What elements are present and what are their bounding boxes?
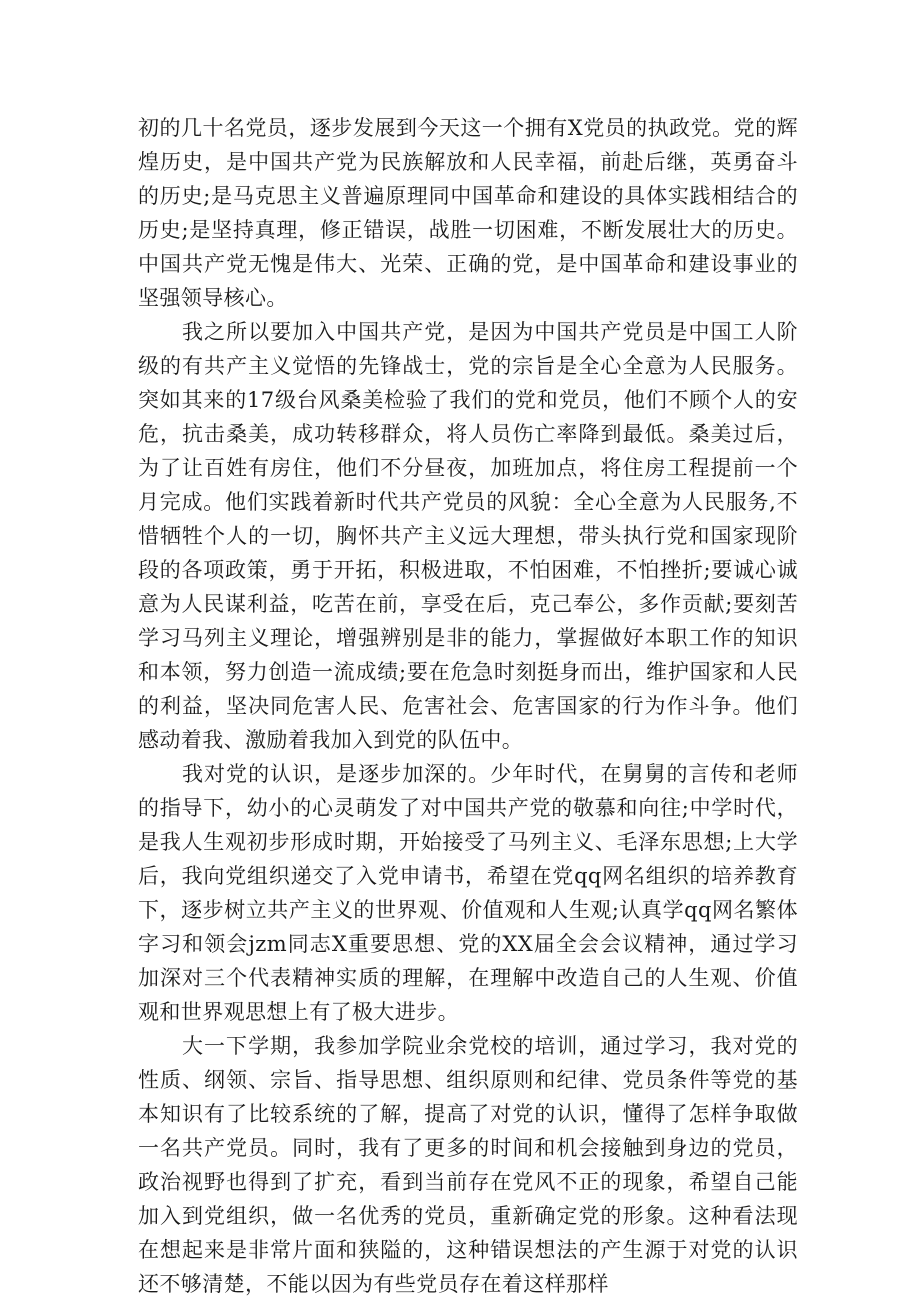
paragraph-party-history: 初的几十名党员，逐步发展到今天这一个拥有X党员的执政党。党的辉煌历史，是中国共产党为民族解放和人民幸福，前赴后继，英勇奋斗的历史;是马克思主义普遍原理同中国革命和建设的具体实践相结合的历史;是坚持真理，修正错误，战胜一切困难，不断发展壮大的历史。中国共产党无愧是伟大、光荣、正确的党，是中国革命和建设事业的坚强领导核心。 (138, 116, 798, 310)
paragraph-reason-to-join: 我之所以要加入中国共产党，是因为中国共产党员是中国工人阶级的有共产主义觉悟的先锋战士，党的宗旨是全心全意为人民服务。突如其来的17级台风桑美检验了我们的党和党员，他们不顾个人的安危，抗击桑美，成功转移群众，将人员伤亡率降到最低。桑美过后，为了让百姓有房住，他们不分昼夜，加班加点，将住房工程提前一个月完成。他们实践着新时代共产党员的风貌：全心全意为人民服务,不惜牺牲个人的一切，胸怀共产主义远大理想，带头执行党和国家现阶段的各项政策，勇于开拓，积极进取，不怕困难，不怕挫折;要诚心诚意为人民谋利益，吃苦在前，享受在后，克己奉公，多作贡献;要刻苦学习马列主义理论，增强辨别是非的能力，掌握做好本职工作的知识和本领，努力创造一流成绩;要在危急时刻挺身而出，维护国家和人民的利益，坚决同危害人民、危害社会、危害国家的行为作斗争。他们感动着我、激励着我加入到党的队伍中。 (138, 320, 798, 752)
paragraph-party-school: 大一下学期，我参加学院业余党校的培训，通过学习，我对党的性质、纲领、宗旨、指导思想、组织原则和纪律、党员条件等党的基本知识有了比较系统的了解，提高了对党的认识，懂得了怎样争取做一名共产党员。同时，我有了更多的时间和机会接触到身边的党员，政治视野也得到了扩充，看到当前存在党风不正的现象，希望自己能加入到党组织，做一名优秀的党员，重新确定党的形象。这种看法现在想起来是非常片面和狭隘的，这种错误想法的产生源于对党的认识还不够清楚，不能以因为有些党员存在着这样那样 (138, 1034, 798, 1296)
paragraph-understanding-growth: 我对党的认识，是逐步加深的。少年时代，在舅舅的言传和老师的指导下，幼小的心灵萌发了对中国共产党的敬慕和向往;中学时代，是我人生观初步形成时期，开始接受了马列主义、毛泽东思想;上大学后，我向党组织递交了入党申请书，希望在党qq网名组织的培养教育下，逐步树立共产主义的世界观、价值观和人生观;认真学qq网名繁体字习和领会jzm同志X重要思想、党的XX届全会会议精神，通过学习加深对三个代表精神实质的理解，在理解中改造自己的人生观、价值观和世界观思想上有了极大进步。 (138, 762, 798, 1024)
document-page (138, 111, 798, 1301)
